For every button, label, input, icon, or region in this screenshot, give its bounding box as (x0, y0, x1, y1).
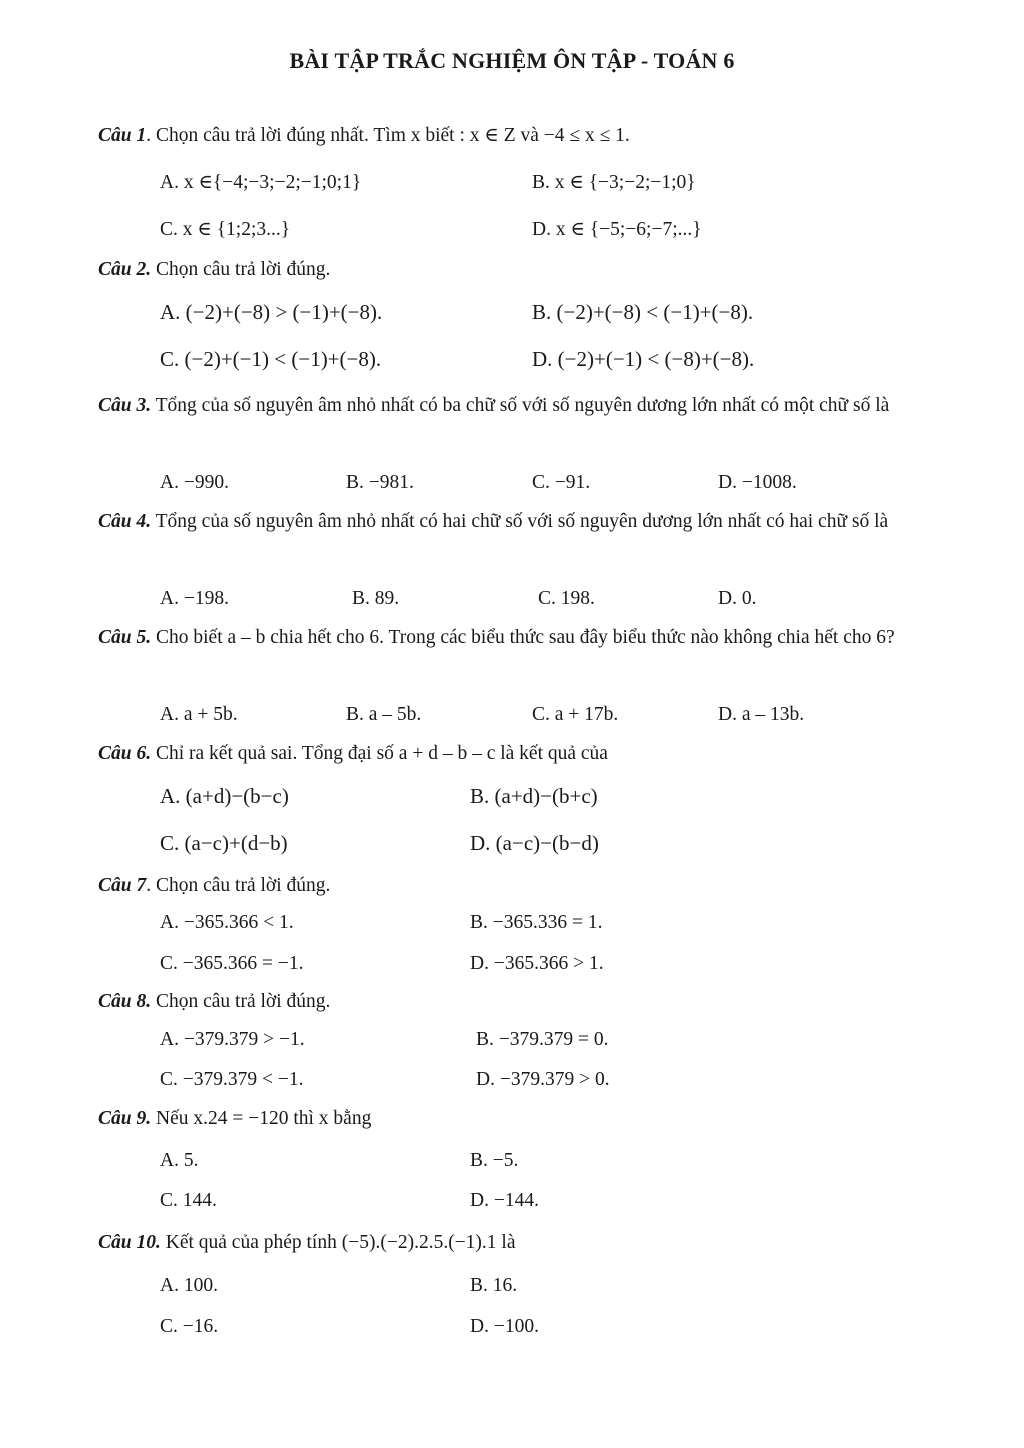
page-title: BÀI TẬP TRẮC NGHIỆM ÔN TẬP - TOÁN 6 (289, 48, 735, 73)
question-text: Nếu x.24 = −120 thì x bằng (151, 1108, 372, 1129)
question-3 (98, 386, 968, 426)
option-1d: D. x ∈ {−5;−6;−7;...} (532, 219, 702, 240)
question-label: Câu 4. (98, 511, 152, 532)
question-text: Cho biết a – b chia hết cho 6. Trong các biểu thức sau đây biểu thức nào không chia hết cho 6? (151, 627, 895, 648)
question-9 (98, 1099, 371, 1139)
question-7 (98, 866, 330, 906)
question-label: Câu 5. (98, 627, 152, 648)
question-text: Kết quả của phép tính (−5).(−2).2.5.(−1).1 là (160, 1232, 516, 1253)
option-10a: A. 100. (160, 1275, 218, 1296)
option-6c: C. (a−c)+(d−b) (160, 831, 288, 855)
question-4 (98, 502, 968, 542)
option-5c: C. a + 17b. (532, 704, 619, 725)
question-label: Câu 10. (98, 1232, 161, 1253)
option-9c: C. 144. (160, 1190, 217, 1211)
option-4b: B. 89. (352, 588, 400, 609)
option-5b: B. a – 5b. (346, 704, 422, 725)
question-8 (98, 982, 330, 1022)
question-1 (98, 116, 630, 156)
question-label: Câu 8. (98, 991, 152, 1012)
option-1c: C. x ∈ {1;2;3...} (160, 219, 291, 240)
option-2d: D. (−2)+(−1) < (−8)+(−8). (532, 347, 755, 371)
option-4c: C. 198. (538, 588, 595, 609)
question-label: Câu 7 (98, 875, 147, 896)
question-text: Tổng của số nguyên âm nhỏ nhất có hai chữ số với số nguyên dương lớn nhất có hai chữ số là (151, 511, 889, 532)
option-6d: D. (a−c)−(b−d) (470, 831, 599, 855)
option-8a: A. −379.379 > −1. (160, 1029, 305, 1050)
question-label: Câu 3. (98, 395, 152, 416)
option-9b: B. −5. (470, 1150, 519, 1171)
question-10 (98, 1223, 516, 1263)
option-10c: C. −16. (160, 1316, 219, 1337)
option-8b: B. −379.379 = 0. (476, 1029, 609, 1050)
option-8c: C. −379.379 < −1. (160, 1069, 304, 1090)
option-7a: A. −365.366 < 1. (160, 912, 294, 933)
question-label: Câu 6. (98, 743, 152, 764)
option-1b: B. x ∈ {−3;−2;−1;0} (532, 172, 696, 193)
option-6a: A. (a+d)−(b−c) (160, 784, 289, 808)
question-text: Chọn câu trả lời đúng. (151, 259, 331, 280)
option-1a: A. x ∈{−4;−3;−2;−1;0;1} (160, 172, 362, 193)
option-6b: B. (a+d)−(b+c) (470, 784, 598, 808)
option-5d: D. a – 13b. (718, 704, 805, 725)
option-7d: D. −365.366 > 1. (470, 953, 604, 974)
option-9d: D. −144. (470, 1190, 539, 1211)
option-4a: A. −198. (160, 588, 229, 609)
option-7b: B. −365.336 = 1. (470, 912, 603, 933)
question-6 (98, 734, 608, 774)
option-9a: A. 5. (160, 1150, 199, 1171)
question-text: Tổng của số nguyên âm nhỏ nhất có ba chữ số với số nguyên dương lớn nhất có một chữ số là (151, 395, 890, 416)
question-label: Câu 1 (98, 125, 147, 146)
option-3c: C. −91. (532, 472, 591, 493)
option-2a: A. (−2)+(−8) > (−1)+(−8). (160, 300, 383, 324)
question-text: . Chọn câu trả lời đúng. (146, 875, 331, 896)
option-10b: B. 16. (470, 1275, 518, 1296)
option-3d: D. −1008. (718, 472, 797, 493)
question-5 (98, 618, 968, 658)
option-8d: D. −379.379 > 0. (476, 1069, 610, 1090)
question-text: . Chọn câu trả lời đúng nhất. Tìm x biết : x ∈ Z và −4 ≤ x ≤ 1. (146, 125, 630, 146)
question-2 (98, 250, 330, 290)
option-3b: B. −981. (346, 472, 414, 493)
option-2b: B. (−2)+(−8) < (−1)+(−8). (532, 300, 754, 324)
option-7c: C. −365.366 = −1. (160, 953, 304, 974)
question-text: Chỉ ra kết quả sai. Tổng đại số a + d – b – c là kết quả của (151, 743, 608, 764)
option-3a: A. −990. (160, 472, 229, 493)
option-4d: D. 0. (718, 588, 757, 609)
option-10d: D. −100. (470, 1316, 539, 1337)
option-2c: C. (−2)+(−1) < (−1)+(−8). (160, 347, 382, 371)
question-label: Câu 2. (98, 259, 152, 280)
option-5a: A. a + 5b. (160, 704, 238, 725)
question-text: Chọn câu trả lời đúng. (151, 991, 331, 1012)
question-label: Câu 9. (98, 1108, 152, 1129)
